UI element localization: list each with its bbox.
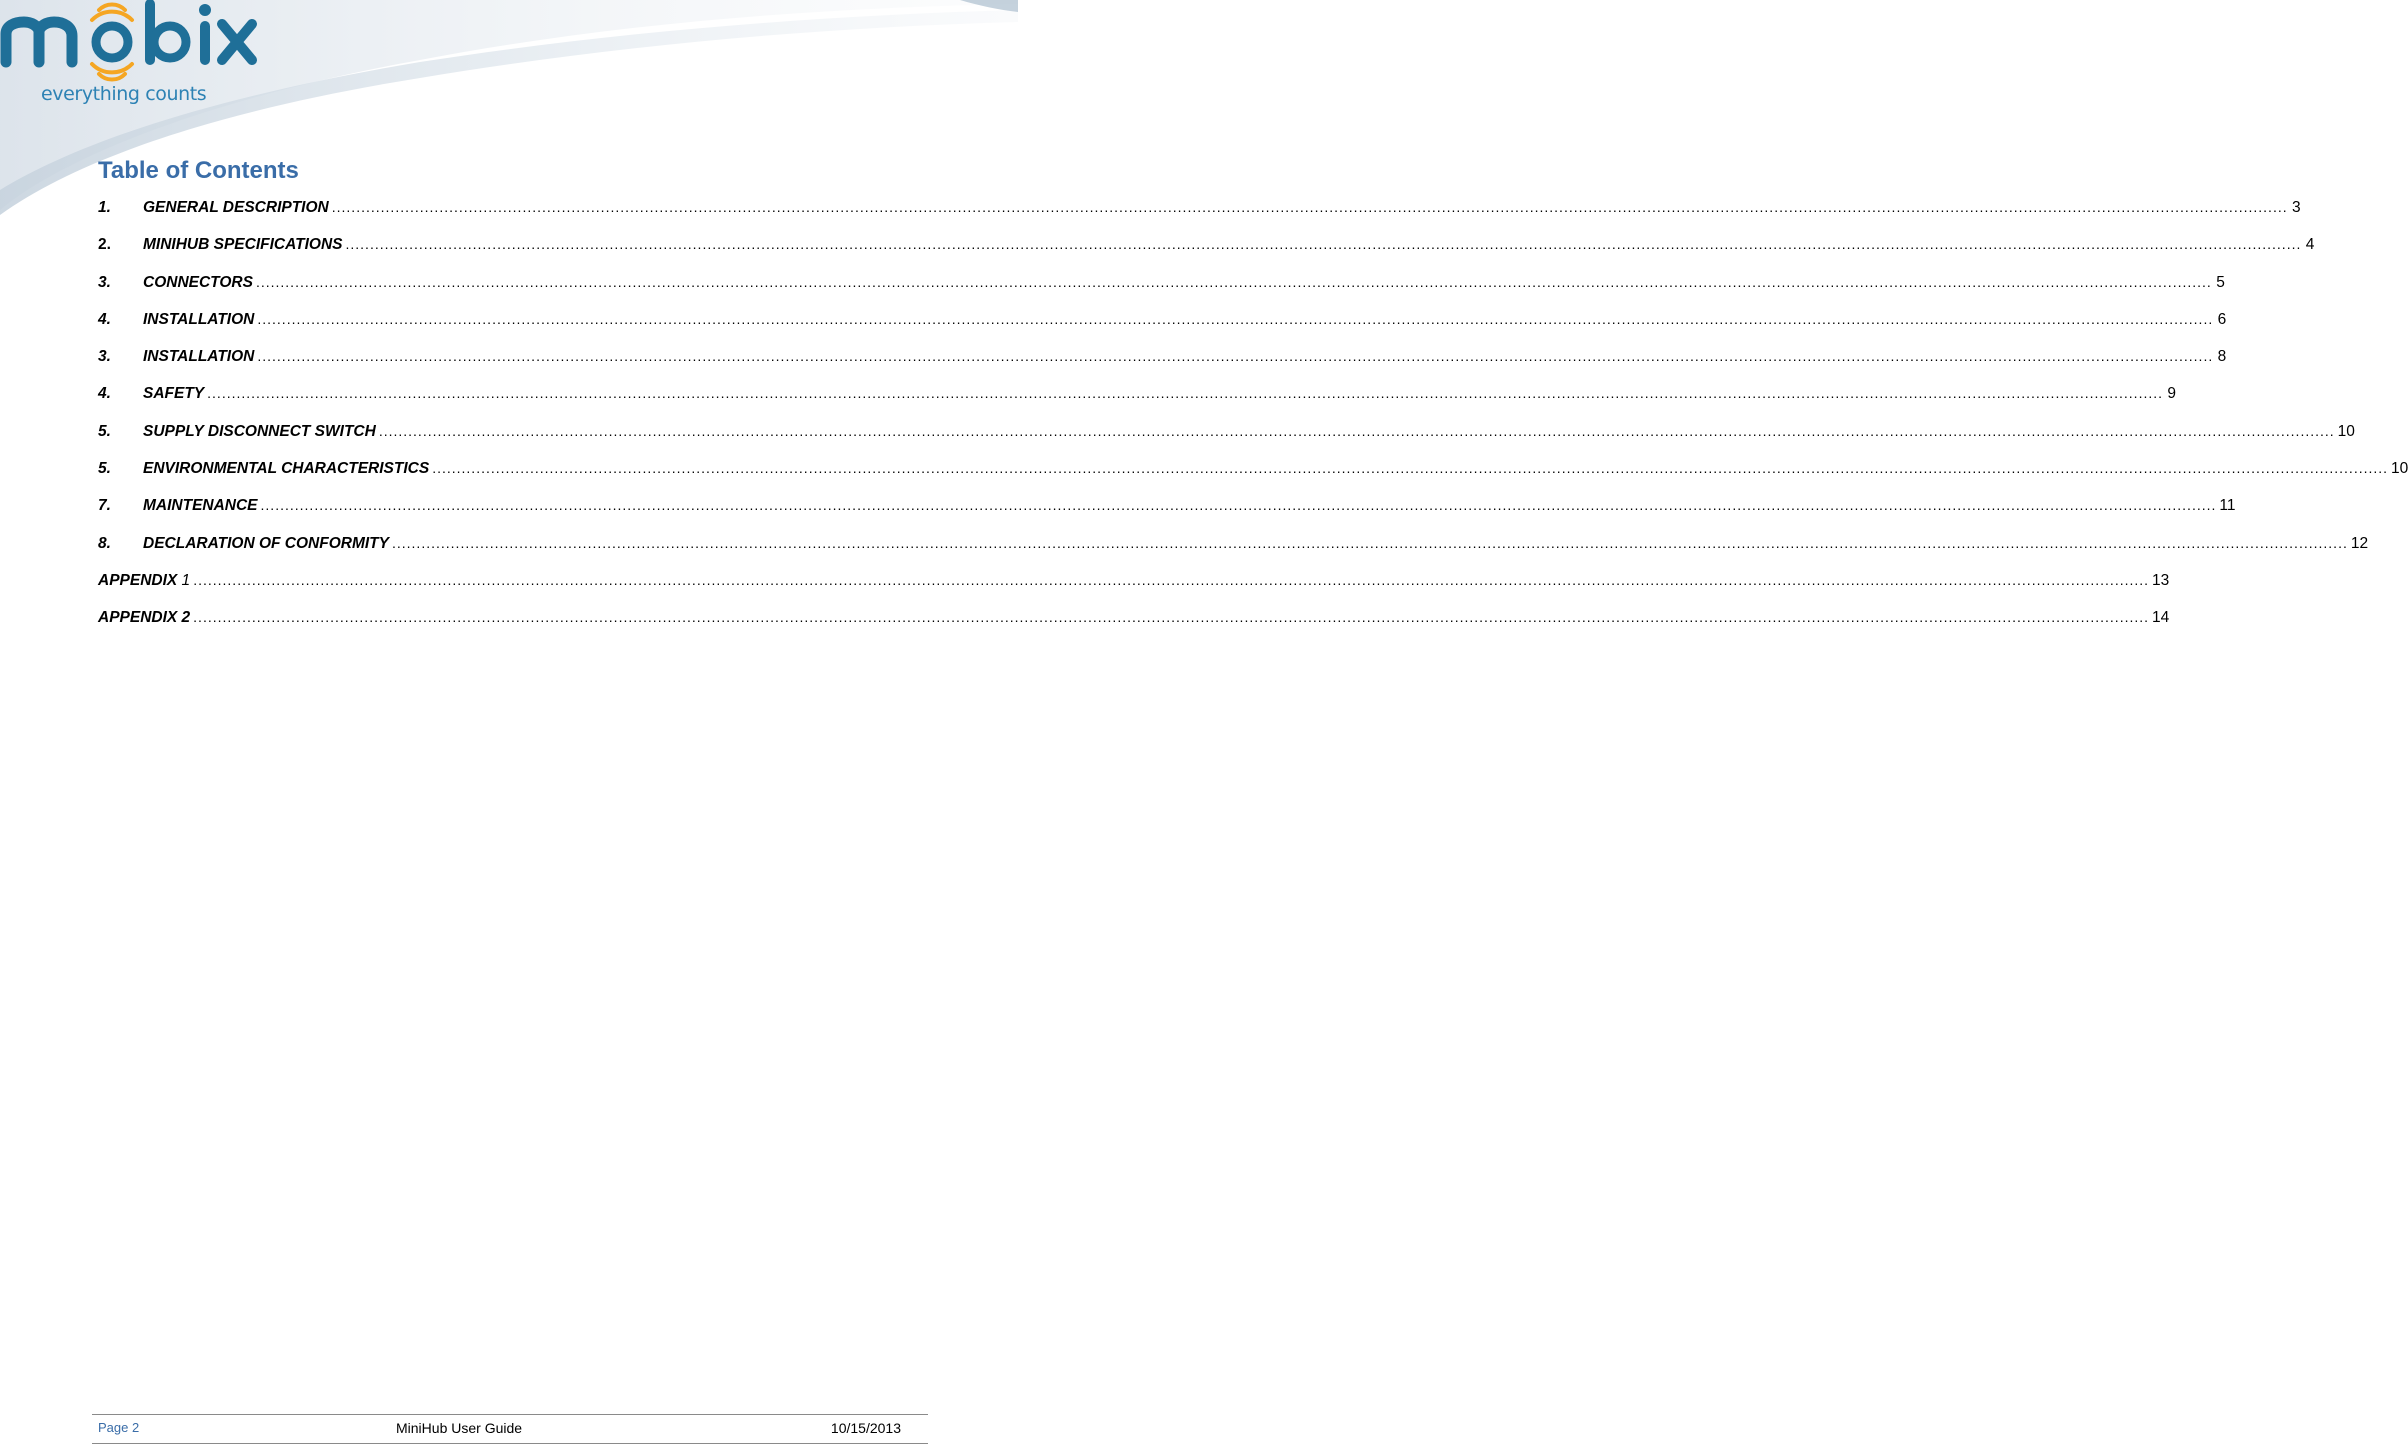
toc-entry-number: 4. [98,310,111,328]
toc-entry-page-number: 4 [2305,236,2315,254]
toc-entry-label-text: DECLARATION OF CONFORMITY [143,534,389,552]
toc-entry-number: 3. [98,273,111,291]
toc-entry-label [143,494,258,518]
toc-entry-label-text: GENERAL DESCRIPTION [143,199,329,216]
toc-dot-leader: ................................................................................................................................................................................................................................................................................................................................................................................................................ [207,385,2164,402]
toc-entry-label [143,233,343,257]
toc-entry-label [143,196,329,220]
toc-entry-label [143,420,376,444]
toc-entry-label-text: MINIHUB SPECIFICATIONS [143,236,343,254]
toc-dot-leader: ................................................................................................................................................................................................................................................................................................................................................................................................................ [260,497,2217,514]
toc-entry-number: 1. [98,199,111,216]
toc-entry[interactable] [98,456,2408,480]
toc-entry-page-number: 10 [2337,422,2355,440]
toc-dot-leader: ................................................................................................................................................................................................................................................................................................................................................................................................................ [255,273,2212,290]
toc-dot-leader: ................................................................................................................................................................................................................................................................................................................................................................................................................ [378,422,2335,439]
toc-entry-label [143,532,389,556]
toc-entry-label [143,308,254,332]
toc-entry-label-text: ENVIRONMENTAL CHARACTERISTICS [143,460,430,478]
toc-entry-page-number: 6 [2217,310,2227,328]
toc-dot-leader: ................................................................................................................................................................................................................................................................................................................................................................................................................ [193,571,2150,588]
toc-entry[interactable] [98,232,2315,256]
toc-entry-number: 4. [98,385,111,403]
toc-entry[interactable] [98,493,2236,517]
toc-entry-page-number: 14 [2152,609,2170,627]
toc-entry-number: 5. [98,460,111,478]
toc-entry[interactable] [98,531,2369,555]
footer-document-title: MiniHub User Guide [396,1420,523,1436]
logo-tagline: everything counts [41,83,207,105]
toc-entry[interactable] [98,568,2170,592]
toc-entry-page-number: 9 [2167,385,2177,403]
toc-entry-label [143,457,429,481]
toc-entry[interactable] [98,307,2227,331]
toc-title: Table of Contents [98,157,299,184]
toc-entry-label-text: APPENDIX 2 [98,609,191,627]
toc-entry-page-number: 3 [2291,199,2301,216]
toc-entry-number: 2. [98,236,111,254]
toc-entry-page-number: 8 [2217,348,2227,366]
toc-entry[interactable] [98,605,2170,629]
toc-entry-page-number: 5 [2216,273,2225,291]
toc-entry-label-text: INSTALLATION [143,310,255,328]
footer-page-number: Page 2 [98,1420,140,1435]
toc-entry-number: 7. [98,497,111,515]
toc-entry-page-number: 13 [2152,571,2170,589]
toc-entry-label [98,569,190,593]
toc-entry-label-suffix: 1 [177,571,191,589]
toc-entry[interactable] [98,270,2225,294]
toc-entry-page-number: 11 [2219,497,2236,515]
toc-entry-label-text: CONNECTORS [143,273,253,291]
toc-entry-label [143,271,253,295]
toc-dot-leader: ................................................................................................................................................................................................................................................................................................................................................................................................................ [193,609,2150,626]
toc-entry-number: 5. [98,422,111,440]
toc-entry-label-text: INSTALLATION [143,348,255,366]
table-of-contents [98,195,2408,643]
toc-entry-number: 8. [98,534,111,552]
toc-entry-label-text: APPENDIX [98,571,178,589]
toc-entry-label-text: SAFETY [143,385,205,403]
toc-entry-page-number: 12 [2350,534,2369,552]
toc-entry[interactable] [98,419,2355,443]
toc-entry-label-text: MAINTENANCE [143,497,258,515]
toc-entry-page-number: 10 [2391,460,2408,478]
toc-entry[interactable] [98,381,2177,405]
toc-entry-number: 3. [98,348,111,366]
toc-dot-leader: ................................................................................................................................................................................................................................................................................................................................................................................................................ [331,199,2288,215]
page-footer [92,1414,928,1444]
toc-dot-leader: ................................................................................................................................................................................................................................................................................................................................................................................................................ [257,310,2214,327]
toc-dot-leader: ................................................................................................................................................................................................................................................................................................................................................................................................................ [257,348,2214,365]
toc-dot-leader: ................................................................................................................................................................................................................................................................................................................................................................................................................ [345,236,2302,253]
toc-entry[interactable] [98,195,2301,219]
footer-date: 10/15/2013 [830,1420,901,1436]
toc-entry-label-text: SUPPLY DISCONNECT SWITCH [143,422,376,440]
toc-entry-label [143,345,254,369]
mobix-logo [0,0,270,112]
toc-entry-label [98,606,190,630]
toc-dot-leader: ................................................................................................................................................................................................................................................................................................................................................................................................................ [391,534,2348,551]
toc-dot-leader: ................................................................................................................................................................................................................................................................................................................................................................................................................ [432,460,2389,477]
toc-entry[interactable] [98,344,2227,368]
toc-entry-label [143,382,204,406]
